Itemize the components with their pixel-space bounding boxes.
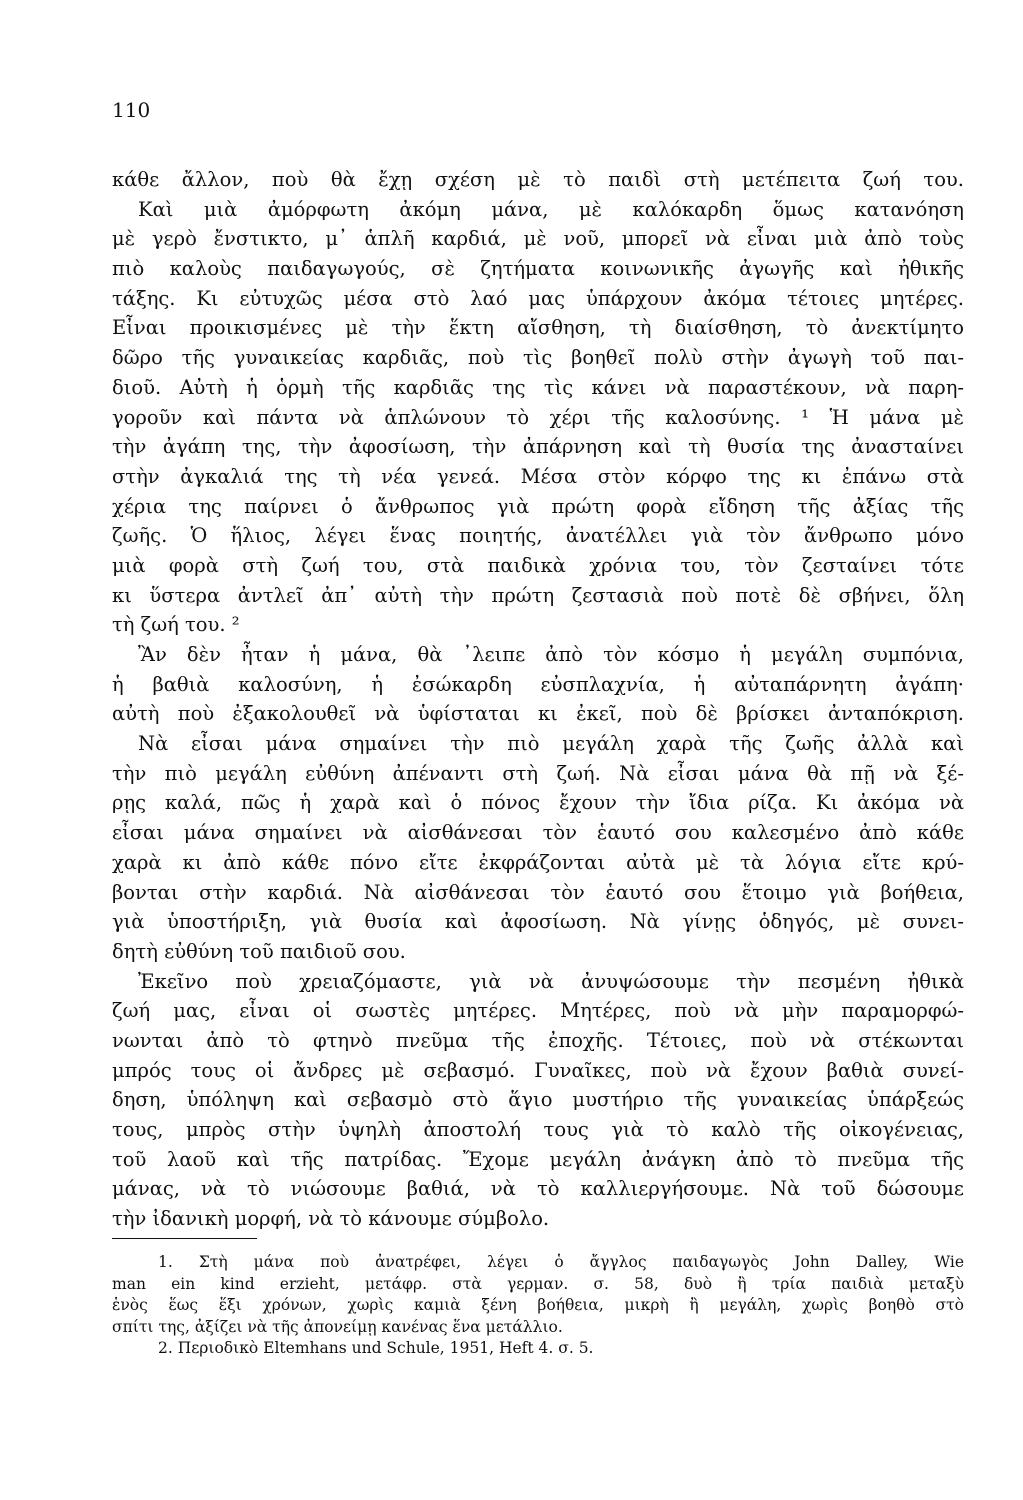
text-line: κι ὕστερα ἀντλεῖ ἀπ᾽ αὐτὴ τὴν πρώτη ζεστασιὰ ποὺ ποτὲ δὲ σβήνει, ὅλη: [112, 583, 964, 607]
text-line: κάθε ἄλλον, ποὺ θὰ ἔχῃ σχέση μὲ τὸ παιδὶ στὴ μετέπειτα ζωή του.: [112, 168, 964, 191]
footnote-rule: [112, 1238, 257, 1239]
text-line: βονται στὴν καρδιά. Νὰ αἰσθάνεσαι τὸν ἑαυτό σου ἕτοιμο γιὰ βοήθεια,: [112, 880, 964, 904]
text-line: γιὰ ὑποστήριξη, γιὰ θυσία καὶ ἀφοσίωση. Νὰ γίνῃς ὁδηγός, μὲ συνει-: [112, 910, 964, 934]
text-line: γοροῦν καὶ πάντα νὰ ἁπλώνουν τὸ χέρι τῆς καλοσύνης. ¹ Ἡ μάνα μὲ: [112, 405, 964, 429]
text-line: Ἂν δὲν ἦταν ἡ μάνα, θὰ ᾽λειπε ἀπὸ τὸν κόσμο ἡ μεγάλη συμπόνια,: [138, 643, 964, 666]
text-line: ζωῆς. Ὁ ἥλιος, λέγει ἕνας ποιητής, ἀνατέλλει γιὰ τὸν ἄνθρωπο μόνο: [112, 524, 964, 548]
text-line: τοῦ λαοῦ καὶ τῆς πατρίδας. Ἔχομε μεγάλη ἀνάγκη ἀπὸ τὸ πνεῦμα τῆς: [112, 1147, 964, 1171]
text-line: μάνας, νὰ τὸ νιώσουμε βαθιά, νὰ τὸ καλλιεργήσουμε. Νὰ τοῦ δώσουμε: [112, 1177, 964, 1201]
text-line: εἶσαι μάνα σημαίνει νὰ αἰσθάνεσαι τὸν ἑαυτό σου καλεσμένο ἀπὸ κάθε: [112, 821, 964, 845]
footnote-line: 1. Στὴ μάνα ποὺ ἀνατρέφει, λέγει ὁ ἄγγλος παιδαγωγὸς John Dalley, Wie: [158, 1253, 964, 1271]
text-line: Νὰ εἶσαι μάνα σημαίνει τὴν πιὸ μεγάλη χαρὰ τῆς ζωῆς ἀλλὰ καὶ: [138, 732, 964, 756]
text-line: τὴ ζωή του. ²: [112, 613, 240, 637]
footnotes: [112, 1252, 964, 1360]
footnote-line: man ein kind erzieht, μετάφρ. στὰ γερμαν. σ. 58, δυὸ ἢ τρία παιδιὰ μεταξὺ: [112, 1274, 964, 1293]
text-line: τὴν πιὸ μεγάλη εὐθύνη ἀπέναντι στὴ ζωή. Νὰ εἶσαι μάνα θὰ πῇ νὰ ξέ-: [112, 761, 964, 785]
text-line: Εἶναι προικισμένες μὲ τὴν ἕκτη αἴσθηση, τὴ διαίσθηση, τὸ ἀνεκτίμητο: [112, 316, 964, 340]
footnote-line: 2. Περιοδικὸ Eltemhans und Schule, 1951, Heft 4. σ. 5.: [158, 1339, 594, 1357]
text-line: μπρός τους οἱ ἄνδρες μὲ σεβασμό. Γυναῖκες, ποὺ νὰ ἔχουν βαθιὰ συνεί-: [112, 1058, 964, 1082]
text-line: δηση, ὑπόληψη καὶ σεβασμὸ στὸ ἅγιο μυστήριο τῆς γυναικείας ὑπάρξεώς: [112, 1088, 964, 1112]
text-line: διοῦ. Αὐτὴ ἡ ὁρμὴ τῆς καρδιᾶς της τὶς κάνει νὰ παραστέκουν, νὰ παρη-: [112, 375, 964, 399]
text-line: τὴν ἀγάπη της, τὴν ἀφοσίωση, τὴν ἀπάρνηση καὶ τὴ θυσία της ἀνασταίνει: [112, 435, 964, 459]
text-line: χαρὰ κι ἀπὸ κάθε πόνο εἴτε ἐκφράζονται αὐτὰ μὲ τὰ λόγια εἴτε κρύ-: [112, 850, 964, 874]
text-line: Ἐκεῖνο ποὺ χρειαζόμαστε, γιὰ νὰ ἀνυψώσουμε τὴν πεσμένη ἠθικὰ: [138, 969, 964, 993]
text-line: δητὴ εὐθύνη τοῦ παιδιοῦ σου.: [112, 939, 406, 963]
text-line: αὐτὴ ποὺ ἐξακολουθεῖ νὰ ὑφίσταται κι ἐκεῖ, ποὺ δὲ βρίσκει ἀνταπόκριση.: [112, 702, 964, 726]
page-number: 110: [112, 98, 151, 122]
text-line: τους, μπρὸς στὴν ὑψηλὴ ἀποστολή τους γιὰ τὸ καλὸ τῆς οἰκογένειας,: [112, 1118, 964, 1141]
text-line: στὴν ἀγκαλιά της τὴ νέα γενεά. Μέσα στὸν κόρφο της κι ἐπάνω στὰ: [112, 464, 964, 488]
text-line: ἡ βαθιὰ καλοσύνη, ἡ ἐσώκαρδη εὐσπλαχνία, ἡ αὐταπάρνητη ἀγάπη·: [112, 672, 964, 696]
text-line: δῶρο τῆς γυναικείας καρδιᾶς, ποὺ τὶς βοηθεῖ πολὺ στὴν ἀγωγὴ τοῦ παι-: [112, 346, 964, 370]
footnote-line: ἑνὸς ἕως ἕξι χρόνων, χωρὶς καμιὰ ξένη βοήθεια, μικρὴ ἢ μεγάλη, χωρὶς βοηθὸ στὸ: [112, 1296, 964, 1314]
text-line: τὴν ἰδανικὴ μορφή, νὰ τὸ κάνουμε σύμβολο.: [112, 1207, 550, 1231]
text-line: χέρια της παίρνει ὁ ἄνθρωπος γιὰ πρώτη φορὰ εἴδηση τῆς ἀξίας τῆς: [112, 494, 964, 518]
footnote-line: σπίτι της, ἀξίζει νὰ τῆς ἀπονείμῃ κανένας ἕνα μετάλλιο.: [112, 1317, 563, 1336]
body-text: [112, 165, 964, 1234]
text-line: τάξης. Κι εὐτυχῶς μέσα στὸ λαό μας ὑπάρχουν ἀκόμα τέτοιες μητέρες.: [112, 286, 964, 310]
text-line: νωνται ἀπὸ τὸ φτηνὸ πνεῦμα τῆς ἐποχῆς. Τέτοιες, ποὺ νὰ στέκωνται: [112, 1028, 964, 1052]
text-line: Καὶ μιὰ ἀμόρφωτη ἀκόμη μάνα, μὲ καλόκαρδη ὅμως κατανόηση: [138, 197, 964, 221]
text-line: ρῃς καλά, πῶς ἡ χαρὰ καὶ ὁ πόνος ἔχουν τὴν ἴδια ρίζα. Κι ἀκόμα νὰ: [112, 791, 964, 815]
text-line: μὲ γερὸ ἔνστικτο, μ᾽ ἁπλῆ καρδιά, μὲ νοῦ, μπορεῖ νὰ εἶναι μιὰ ἀπὸ τοὺς: [112, 227, 964, 251]
text-line: πιὸ καλοὺς παιδαγωγούς, σὲ ζητήματα κοινωνικῆς ἀγωγῆς καὶ ἠθικῆς: [112, 257, 964, 281]
text-line: μιὰ φορὰ στὴ ζωή του, στὰ παιδικὰ χρόνια του, τὸν ζεσταίνει τότε: [112, 553, 964, 577]
text-line: ζωή μας, εἶναι οἱ σωστὲς μητέρες. Μητέρες, ποὺ νὰ μὴν παραμορφώ-: [112, 999, 964, 1023]
